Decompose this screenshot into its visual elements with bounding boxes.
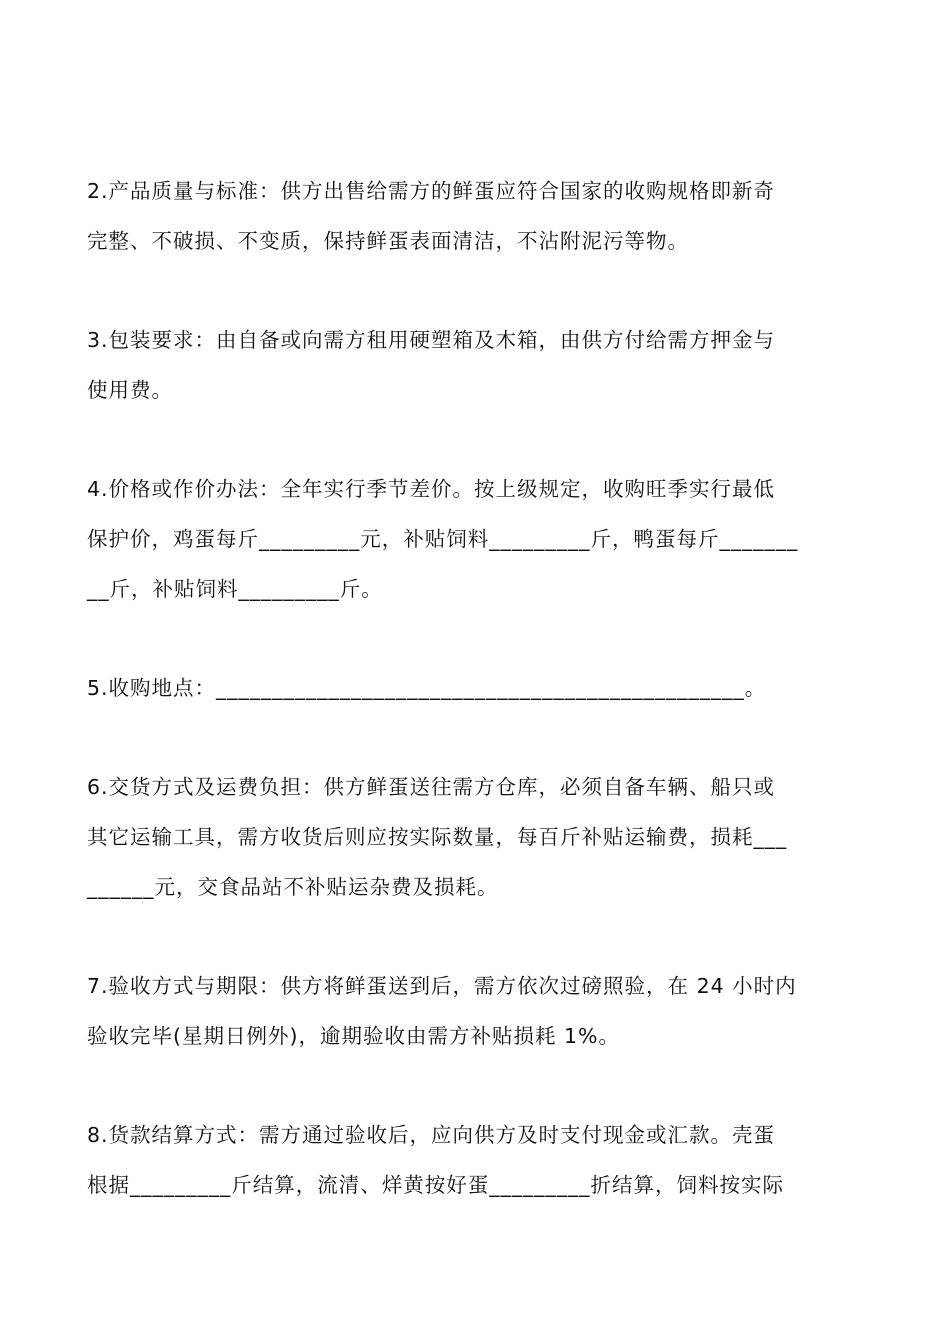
clause-line: 5.收购地点：_______________________________________________。 xyxy=(87,676,767,700)
clause-5 xyxy=(87,663,867,713)
document-page xyxy=(87,166,867,1210)
clause-2 xyxy=(87,166,867,266)
clause-4 xyxy=(87,464,867,614)
clause-line: 保护价，鸡蛋每斤_________元，补贴饲料_________斤，鸭蛋每斤_______ xyxy=(87,527,799,551)
clause-line: 使用费。 xyxy=(87,378,173,402)
clause-line: ______元，交食品站不补贴运杂费及损耗。 xyxy=(87,875,499,899)
clause-line: __斤，补贴饲料_________斤。 xyxy=(87,577,383,601)
clause-line: 8.货款结算方式：需方通过验收后，应向供方及时支付现金或汇款。壳蛋 xyxy=(87,1123,776,1147)
clause-line: 3.包装要求：由自备或向需方租用硬塑箱及木箱，由供方付给需方押金与 xyxy=(87,328,776,352)
paragraph-gap xyxy=(87,912,867,961)
clause-line: 完整、不破损、不变质，保持鲜蛋表面清洁，不沾附泥污等物。 xyxy=(87,229,689,253)
clause-line: 6.交货方式及运费负担：供方鲜蛋送往需方仓库，必须自备车辆、船只或 xyxy=(87,775,776,799)
paragraph-gap xyxy=(87,713,867,762)
clause-line: 2.产品质量与标准：供方出售给需方的鲜蛋应符合国家的收购规格即新奇 xyxy=(87,179,776,203)
clause-8 xyxy=(87,1110,867,1210)
clause-3 xyxy=(87,315,867,415)
clause-6 xyxy=(87,762,867,912)
paragraph-gap xyxy=(87,266,867,315)
clause-line: 根据_________斤结算，流清、烊黄按好蛋_________折结算，饲料按实际 xyxy=(87,1173,784,1197)
paragraph-gap xyxy=(87,415,867,464)
clause-line: 验收完毕(星期日例外)，逾期验收由需方补贴损耗 1%。 xyxy=(87,1024,621,1048)
clause-line: 7.验收方式与期限：供方将鲜蛋送到后，需方依次过磅照验，在 24 小时内 xyxy=(87,974,797,998)
clause-7 xyxy=(87,961,867,1061)
paragraph-gap xyxy=(87,614,867,663)
clause-line: 4.价格或作价办法：全年实行季节差价。按上级规定，收购旺季实行最低 xyxy=(87,477,776,501)
clause-line: 其它运输工具，需方收货后则应按实际数量，每百斤补贴运输费，损耗___ xyxy=(87,825,788,849)
paragraph-gap xyxy=(87,1061,867,1110)
